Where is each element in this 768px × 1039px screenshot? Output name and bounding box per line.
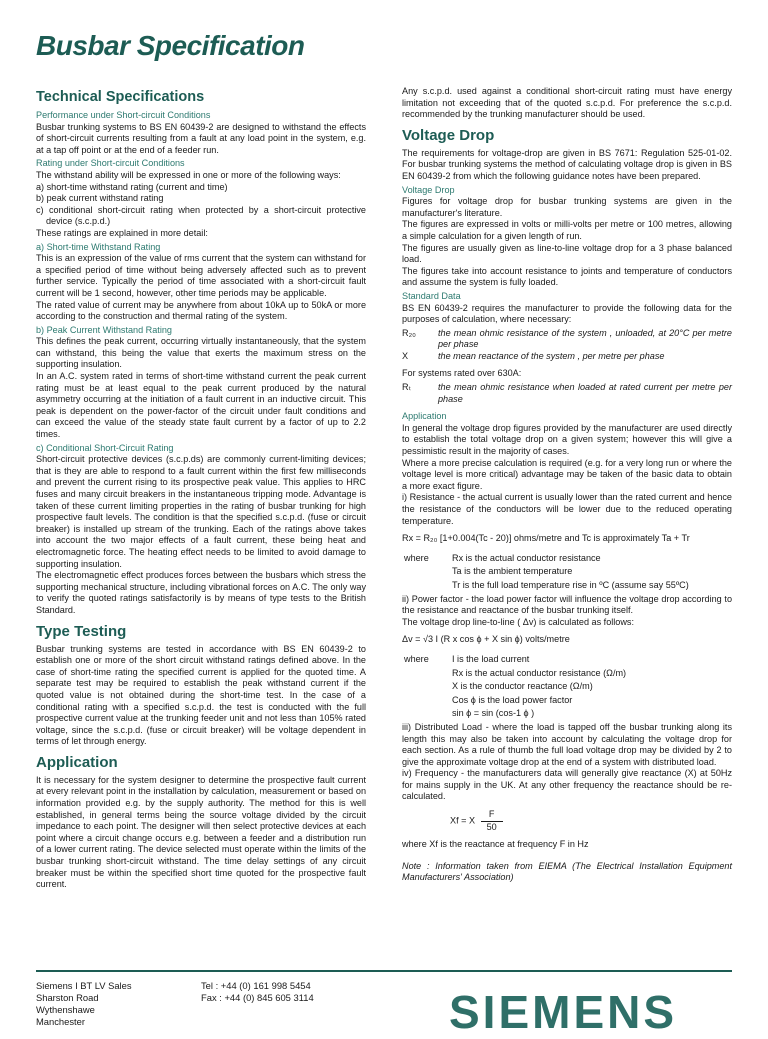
paragraph: This is an expression of the value of rms current that the system can withstand for a specified period of time without being adversely affected such as to prevent further service. Typically the period of time associated with a short-circuit fault current will be 1 second, however, other time periods may be applicable. (36, 253, 366, 298)
heading-application: Application (36, 753, 118, 771)
paragraph: These ratings are explained in more detail: (36, 227, 208, 238)
where-item: Ta is the ambient temperature (452, 566, 573, 577)
address-line: Manchester (36, 1016, 85, 1027)
paragraph: Short-circuit protective devices (s.c.p.ds) are commonly current-limiting devices; that is they are able to respond to a fault current within the first few milliseconds and prevent the current rising to its prospective peak value. This applies to HRC fuses and many circuit breakers in the instantaneous tripping mode. Advantage is taken of these current limiting properties in the rating of busbar trunking for high prospective fault levels. The condition is that the specified s.c.p.d. (fuse or circuit breaker) is installed up stream of the trunking. Each of the ratings above takes into account the two major effects of a fault current, these being heat and electromagnetic force. The heating effect needs to be limited to avoid damage to supporting insulation. (36, 454, 366, 569)
page-title: Busbar Specification (36, 30, 305, 61)
list-item: b) peak current withstand rating (36, 193, 164, 204)
right-column (402, 86, 732, 884)
paragraph: iii) Distributed Load - where the load is tapped off the busbar trunking along its length this may also be taken into account by calculating the voltage drop for each section. As a rule of thumb the full load voltage drop may be divided by 2 to give the approximate voltage drop at the end of a system with distributed load. (402, 721, 732, 767)
subheading-performance: Performance under Short-circuit Conditions (36, 110, 211, 120)
paragraph: The figures are expressed in volts or milli-volts per metre or 100 metres, allowing a simple calculation for a given length of run. (402, 219, 732, 241)
paragraph: Where a more precise calculation is required (e.g. for a very long run or where the voltage level is more critical) advantage may be taken of the basic data to obtain a more exact figure. (402, 457, 732, 491)
subheading-conditional: c) Conditional Short-Circuit Rating (36, 442, 174, 453)
where-label: where (404, 653, 429, 664)
paragraph: Figures for voltage drop for busbar trunking systems are given in the manufacturer's literature. (402, 196, 732, 218)
def-value: the mean ohmic resistance when loaded at rated current per metre per phase (438, 382, 732, 404)
where-item: Rx is the actual conductor resistance (452, 552, 601, 563)
definition-table (402, 328, 732, 363)
equation-delta-v: Δv = √3 I (R x cos ϕ + X sin ϕ) volts/metre (402, 634, 570, 645)
where-item: I is the load current (452, 653, 530, 664)
definition-table (402, 382, 732, 405)
left-column (36, 86, 366, 891)
fraction (481, 809, 503, 833)
paragraph: The voltage drop line-to-line ( Δv) is calculated as follows: (402, 616, 635, 627)
subheading-rating: Rating under Short-circuit Conditions (36, 158, 185, 169)
where-table (402, 551, 691, 594)
paragraph: In an A.C. system rated in terms of short-time withstand current the peak current rating must be at least equal to the peak current produced by the natural asymmetry occurring at the initiation of a fault current in an inductive circuit. This peak is dependent on the power-factor of the circuit under fault conditions and can exceed the value of the steady state fault current by a factor of up to 2.2 times. (36, 371, 366, 440)
paragraph: The figures take into account resistance to joints and temperature of conductors and assume the system is fully loaded. (402, 265, 732, 288)
fax-number: Fax : +44 (0) 845 605 3114 (201, 992, 314, 1003)
paragraph: Busbar trunking systems are tested in accordance with BS EN 60439-2 to establish one or more of the short circuit withstand ratings defined above. In the case of short-time rating the specified current is applied for the quoted time. A separate test may be required to establish the peak withstand current if the quoted value is not obtained during the short-time test. In the case of a conditional rating with a specified s.c.p.d. the test is conducted with the full prospective current value at the trunking feeder unit and not less than 105% rated voltage, since the s.c.p.d. (fuse or circuit breaker) will be voltage dependent in terms of let through energy. (36, 643, 366, 747)
where-item: Rx is the actual conductor resistance (Ω/m) (452, 667, 627, 678)
paragraph: The figures are usually given as line-to-line voltage drop for a 3 phase balanced load. (402, 242, 732, 265)
subheading-peak-current: b) Peak Current Withstand Rating (36, 324, 172, 335)
equation-rx: Rx = R₂₀ [1+0.004(Tc - 20)] ohms/metre and Tc is approximately Ta + Tr (402, 533, 690, 544)
paragraph: In general the voltage drop figures provided by the manufacturer are used directly to establish the total voltage drop on a given system; however this will give a pessimistic result in the majority of cases. (402, 422, 732, 457)
equation-xf (402, 809, 732, 833)
def-value: the mean ohmic resistance of the system , unloaded, at 20°C per metre per phase (438, 327, 732, 350)
paragraph: For systems rated over 630A: (402, 368, 522, 379)
list-item: a) short-time withstand rating (current and time) (36, 181, 228, 192)
where-label: where (404, 552, 429, 563)
siemens-logo: SIEMENS (449, 986, 678, 1038)
address-line: Wythenshawe (36, 1004, 95, 1015)
list-item: c) conditional short-circuit rating when protected by a short-circuit protective device (s.c.p.d.) (36, 204, 366, 227)
where-table (402, 652, 628, 722)
def-key: R₂₀ (402, 327, 416, 338)
subheading-standard-data: Standard Data (402, 290, 461, 301)
def-value: the mean reactance of the system , per metre per phase (438, 350, 665, 361)
paragraph: Any s.c.p.d. used against a conditional short-circuit rating must have energy limitation not exceeding that of the quoted s.c.p.d. For preference the s.c.p.d. recommended by the trunking manufacturer should be used. (402, 86, 732, 120)
footer-contact (201, 980, 314, 1004)
paragraph: i) Resistance - the actual current is usually lower than the rated current and hence the resistance of the conductors will be lower due to the reduced operating temperature. (402, 492, 732, 526)
where-item: Tr is the full load temperature rise in ºC (assume say 55ºC) (452, 579, 689, 590)
where-item: X is the conductor reactance (Ω/m) (452, 681, 593, 692)
paragraph: Busbar trunking systems to BS EN 60439-2 are designed to withstand the effects of short-circuit currents resulting from a fault at any load point in the system, e.g. at a tap off point or at the end of a feeder run. (36, 121, 366, 155)
equation-xf-lhs: Xf = X (450, 815, 476, 826)
phone-number: Tel : +44 (0) 161 998 5454 (201, 980, 311, 991)
address-line: Sharston Road (36, 992, 99, 1003)
paragraph: BS EN 60439-2 requires the manufacturer to provide the following data for the purposes of calculation, where necessary: (402, 302, 732, 325)
paragraph: It is necessary for the system designer to determine the prospective fault current at every relevant point in the installation by calculation, measurement or based on information provided e.g. by the supply authority. The method for this is well established, in general terms being the source voltage divided by the circuit impedance to each point. The designer will then select protective devices at each point where a circuit change occurs e.g. between a feeder and a distribution run of a lower current rating. The device selected must operate within the limits of the busbar trunking short-circuit withstand. The time delay settings of any circuit breaker must be within the specified short time quoted for the prospective fault current. (36, 774, 366, 890)
paragraph: The rated value of current may be anywhere from about 10kA up to 50kA or more according to the construction and thermal rating of the system. (36, 299, 366, 322)
subheading-application: Application (402, 411, 447, 422)
paragraph: ii) Power factor - the load power factor will influence the voltage drop according to the resistance and reactance of the busbar trunking itself. (402, 593, 732, 616)
heading-type-testing: Type Testing (36, 622, 127, 640)
paragraph: The electromagnetic effect produces forces between the busbars which stress the supporting mechanical structure, including vibrational forces on A.C. The only way to verify the quoted ratings satisfactorily is by means of type tests to the British Standard. (36, 570, 366, 615)
paragraph: This defines the peak current, occurring virtually instantaneously, that the system can withstand, this being the value that exerts the maximum stress on the supporting insulation. (36, 336, 366, 370)
fraction-numerator: F (481, 809, 503, 822)
paragraph: iv) Frequency - the manufacturers data will generally give reactance (X) at 50Hz for mains supply in the UK. At any other frequency the reactance should be re-calculated. (402, 768, 732, 802)
subheading-voltage-drop: Voltage Drop (402, 184, 455, 195)
paragraph: The withstand ability will be expressed in one or more of the following ways: (36, 169, 341, 180)
footer-divider (36, 970, 732, 972)
source-note: Note : Information taken from EIEMA (The Electrical Installation Equipment Manufacturers' Association) (402, 860, 732, 883)
def-key: Rₜ (402, 382, 412, 393)
where-item: Cos ϕ is the load power factor (452, 694, 573, 705)
address-line: Siemens I BT LV Sales (36, 980, 132, 991)
paragraph: where Xf is the reactance at frequency F in Hz (402, 839, 589, 850)
where-item: sin ϕ = sin (cos-1 ϕ ) (452, 708, 535, 719)
heading-voltage-drop: Voltage Drop (402, 126, 495, 144)
heading-technical-specifications: Technical Specifications (36, 89, 205, 105)
def-key: X (402, 350, 409, 361)
fraction-denominator: 50 (486, 821, 497, 832)
paragraph: The requirements for voltage-drop are given in BS 7671: Regulation 525-01-02. For busbar trunking systems the method of calculating voltage drop is given in BS EN 60439-2 from which the following guidance notes have been prepared. (402, 147, 732, 181)
subheading-short-time: a) Short-time Withstand Rating (36, 241, 161, 252)
footer-address (36, 980, 132, 1028)
